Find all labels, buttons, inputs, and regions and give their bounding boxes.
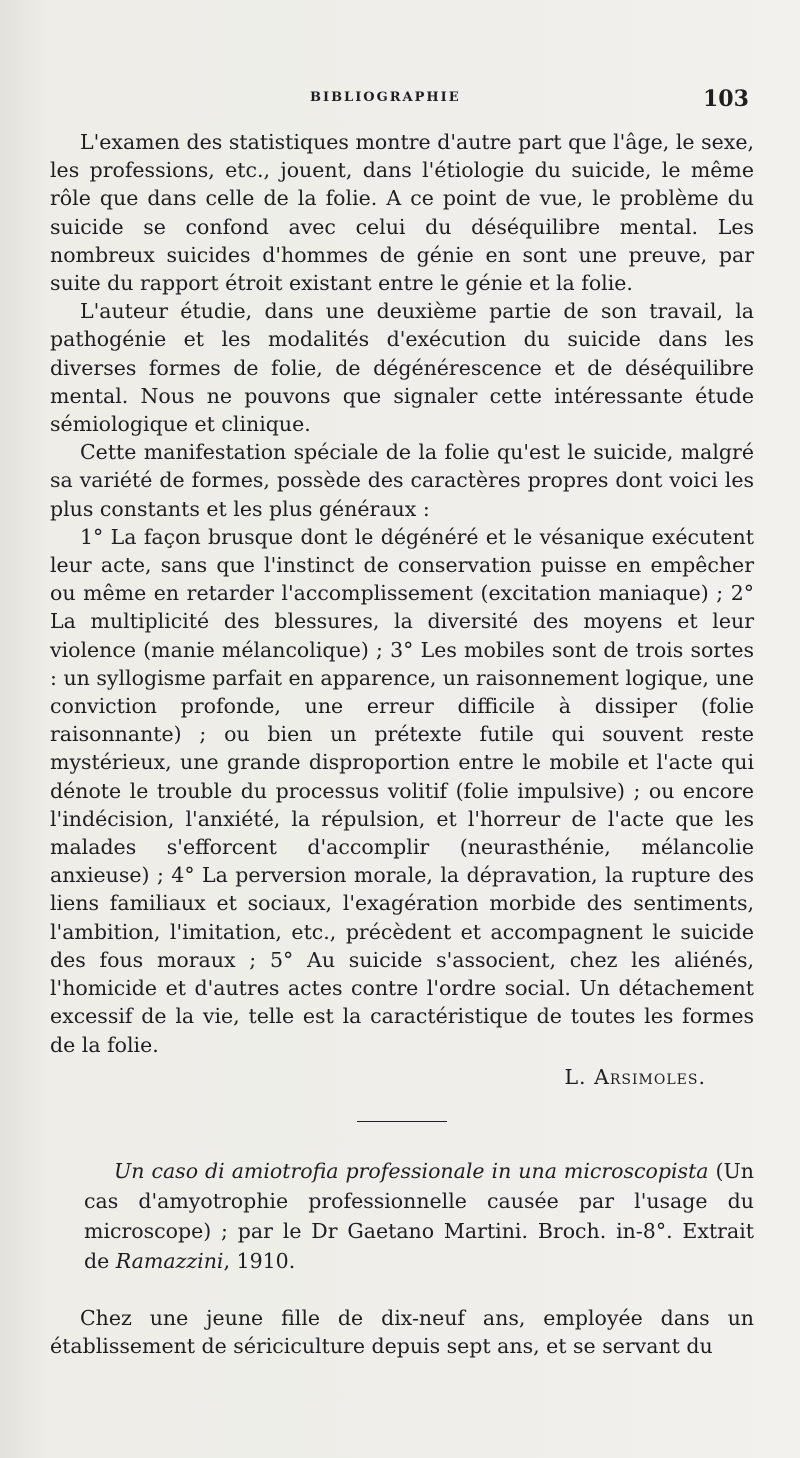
running-title: BIBLIOGRAPHIE	[310, 90, 461, 105]
review-signature: L. Arsimoles.	[564, 1064, 706, 1089]
page-body	[50, 128, 754, 1360]
page-header	[0, 86, 800, 116]
paragraph-manifestation: Cette manifestation spéciale de la folie qu'est le suicide, malgré sa variété de formes, possède des caractères propres dont voici les plus constants et les plus généraux :	[50, 440, 754, 521]
bibliography-description: (Un cas d'amyotrophie professionnelle causée par l'usage du microscope) ; par le Dr Gaetano Martini. Broch. in-8°. Extrait de	[84, 1158, 754, 1273]
paragraph-case-report: Chez une jeune fille de dix-neuf ans, employée dans un établissement de sériciculture depuis sept ans, et se servant du	[50, 1305, 754, 1358]
bibliography-title: Un caso di amiotrofia professionale in una microscopista	[114, 1158, 709, 1183]
bibliography-year: , 1910.	[223, 1248, 296, 1273]
bibliography-entry	[50, 1156, 754, 1276]
paragraph-pathogenie: L'auteur étudie, dans une deuxième partie de son travail, la pathogénie et les modalités d'exécution du suicide dans les diverses formes de folie, de dégénérescence et de déséquilibre mental. Nous ne pouvons que signaler cette intéressante étude sémiologique et clinique.	[50, 299, 754, 437]
paragraph-statistics: L'examen des statistiques montre d'autre part que l'âge, le sexe, les professions, etc., jouent, dans l'étiologie du suicide, le même rôle que dans celle de la folie. A ce point de vue, le problème du suicide se confond avec celui du déséquilibre mental. Les nombreux suicides d'hommes de génie en sont une preuve, par suite du rapport étroit existant entre le génie et la folie.	[50, 130, 754, 296]
bibliography-journal: Ramazzini	[115, 1248, 224, 1273]
section-divider	[357, 1121, 447, 1122]
page-number: 103	[703, 86, 749, 112]
paragraph-characteristics: 1° La façon brusque dont le dégénéré et le vésanique exécutent leur acte, sans que l'instinct de conservation puisse en empêcher ou même en retarder l'accomplissement (excitation maniaque) ; 2° La multiplicité des blessures, la diversité des moyens et leur violence (manie mélancolique) ; 3° Les mobiles sont de trois sortes : un syllogisme parfait en apparence, un raisonnement logique, une conviction profonde, une erreur difficile à dissiper (folie raisonnante) ; ou bien un prétexte futile qui souvent reste mystérieux, une grande disproportion entre le mobile et l'acte qui dénote le trouble du processus volitif (folie impulsive) ; ou encore l'indécision, l'anxiété, la répulsion, et l'horreur de l'acte que les malades s'efforcent d'accomplir (neurasthénie, mélancolie anxieuse) ; 4° La perversion morale, la dépravation, la rupture des liens familiaux et sociaux, l'exagération morbide des sentiments, l'ambition, l'imitation, etc., précèdent et accompagnent le suicide des fous moraux ; 5° Au suicide s'associent, chez les aliénés, l'homicide et d'autres actes contre l'ordre social. Un détachement excessif de la vie, telle est la caractéristique de toutes les formes de la folie.	[50, 524, 754, 1057]
